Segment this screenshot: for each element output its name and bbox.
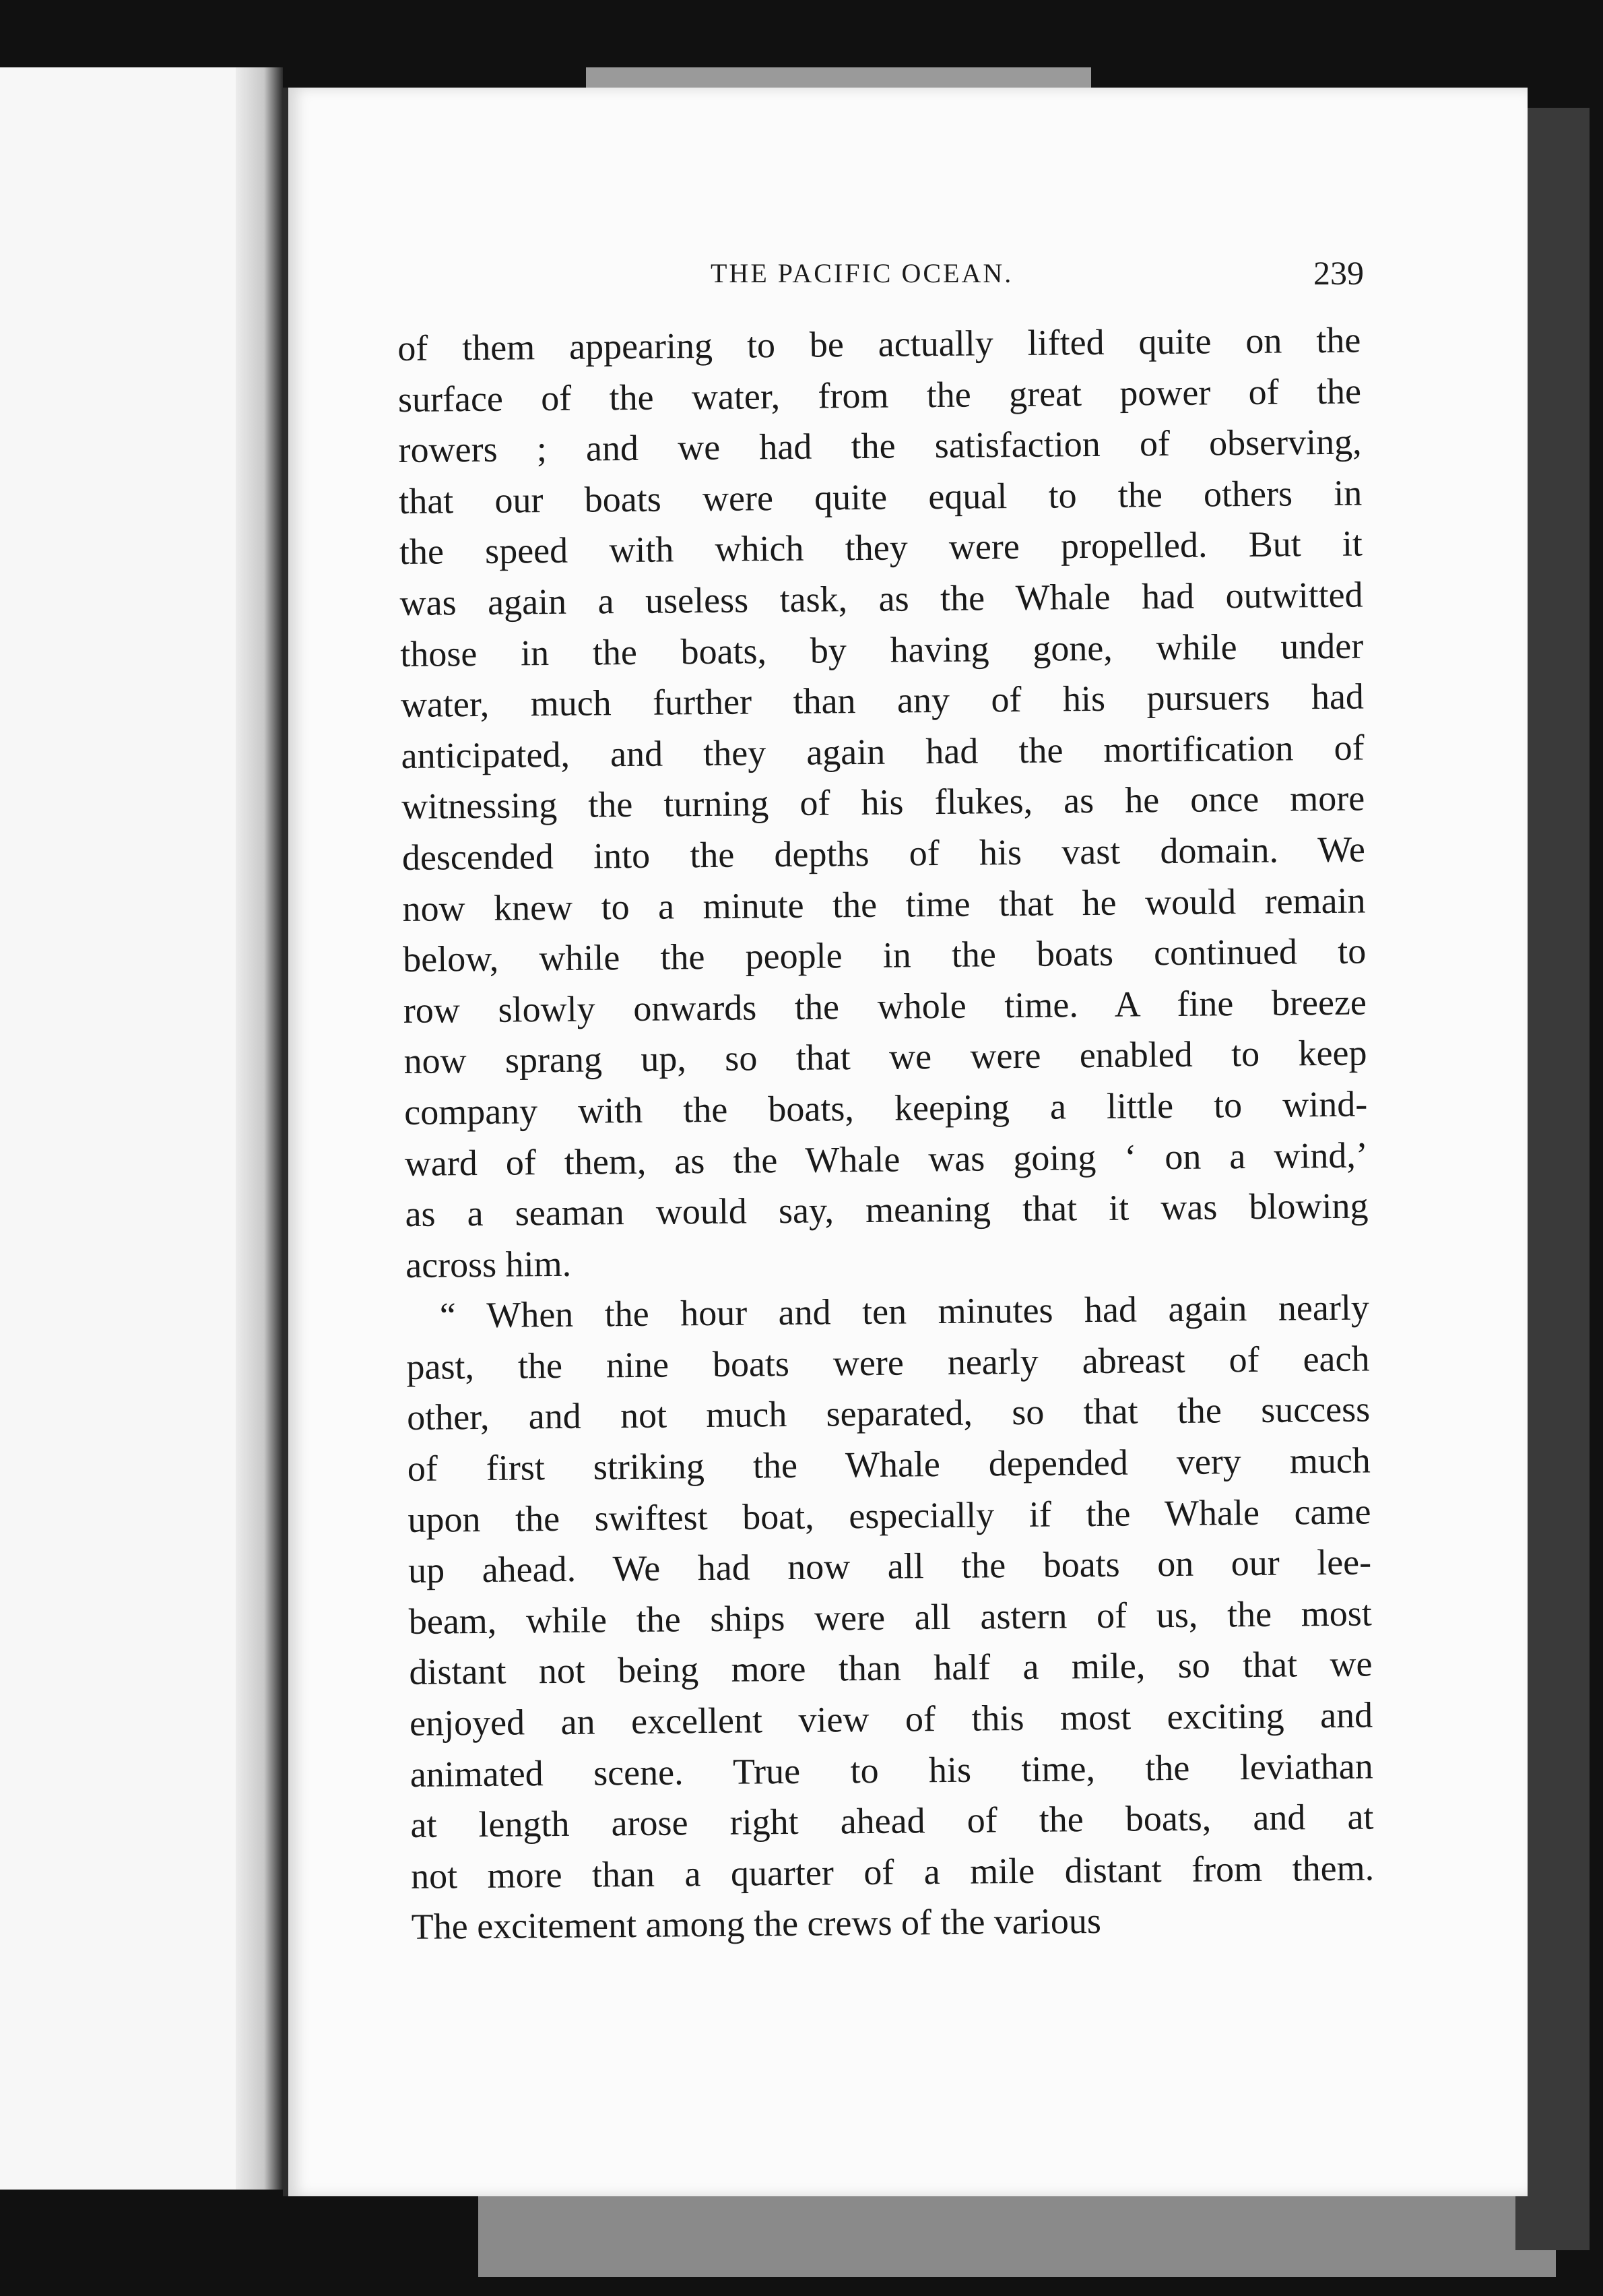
text-line: other, and not much separated, so that the success bbox=[406, 1389, 1371, 1438]
text-line: was again a useless task, as the Whale had outwitted bbox=[399, 574, 1363, 623]
text-line: ward of them, as the Whale was going ‘ on a wind,’ bbox=[404, 1134, 1369, 1184]
book-gutter bbox=[236, 67, 283, 2190]
text-line: the speed with which they were propelled. But it bbox=[399, 523, 1363, 573]
text-line: distant not being more than half a mile, so that we bbox=[409, 1643, 1373, 1693]
text-line: that our boats were quite equal to the others in bbox=[399, 472, 1363, 521]
body-text bbox=[397, 315, 1375, 1953]
text-line: descended into the depths of his vast domain. We bbox=[401, 829, 1366, 878]
text-line: beam, while the ships were all astern of us, the most bbox=[408, 1593, 1373, 1642]
text-line: water, much further than any of his pursuers had bbox=[400, 676, 1365, 726]
text-line: enjoyed an excellent view of this most exciting and bbox=[409, 1694, 1373, 1744]
text-line: as a seaman would say, meaning that it was blowing bbox=[405, 1185, 1369, 1235]
text-line: rowers ; and we had the satisfaction of observing, bbox=[398, 421, 1362, 471]
facing-page bbox=[0, 67, 269, 2190]
text-line: animated scene. True to his time, the leviathan bbox=[410, 1746, 1374, 1795]
text-line: across him. bbox=[405, 1243, 572, 1285]
text-line: now sprang up, so that we were enabled to keep bbox=[403, 1032, 1367, 1082]
text-line: witnessing the turning of his flukes, as he once more bbox=[401, 777, 1365, 827]
text-line: up ahead. We had now all the boats on our lee- bbox=[407, 1541, 1372, 1591]
bottom-page-edge bbox=[478, 2190, 1556, 2277]
text-line: not more than a quarter of a mile distant from them. bbox=[410, 1847, 1375, 1896]
text-line: row slowly onwards the whole time. A fine breeze bbox=[403, 982, 1367, 1031]
text-line: The excitement among the crews of the various bbox=[411, 1901, 1102, 1948]
page-header bbox=[711, 254, 1364, 298]
text-line: “ When the hour and ten minutes had again nearly bbox=[439, 1287, 1370, 1336]
text-line: at length arose right ahead of the boats, and at bbox=[410, 1796, 1374, 1846]
text-line: of first striking the Whale depended very much bbox=[407, 1440, 1371, 1489]
running-head: THE PACIFIC OCEAN. bbox=[711, 258, 1014, 288]
text-line: below, while the people in the boats continued to bbox=[402, 930, 1367, 980]
page-number: 239 bbox=[1313, 254, 1364, 292]
text-line: of them appearing to be actually lifted quite on the bbox=[397, 319, 1361, 369]
text-line: past, the nine boats were nearly abreast of each bbox=[406, 1338, 1370, 1387]
text-line: those in the boats, by having gone, while under bbox=[400, 625, 1364, 674]
text-line: anticipated, and they again had the mortification of bbox=[401, 727, 1365, 776]
text-line: surface of the water, from the great power of the bbox=[397, 371, 1362, 420]
text-line: company with the boats, keeping a little to wind- bbox=[403, 1083, 1368, 1133]
text-line: now knew to a minute the time that he would remain bbox=[402, 880, 1366, 929]
text-line: upon the swiftest boat, especially if the Whale came bbox=[407, 1491, 1371, 1540]
